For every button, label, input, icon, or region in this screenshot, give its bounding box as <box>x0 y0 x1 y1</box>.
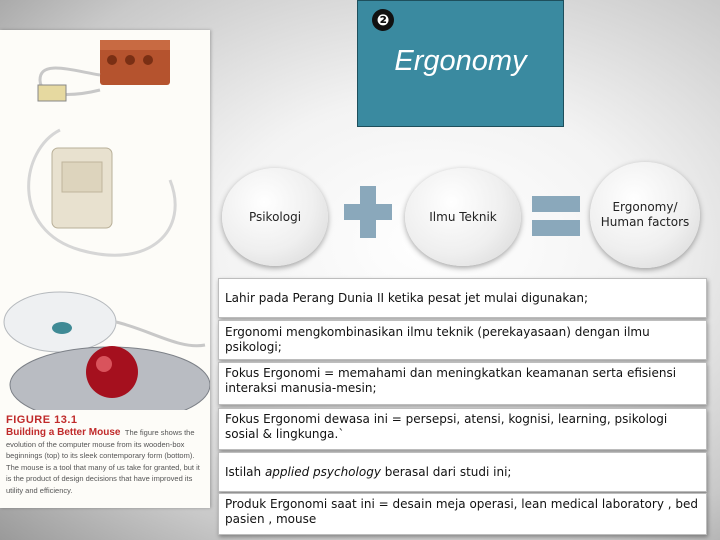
bullet-text-1: Lahir pada Perang Dunia II ketika pesat jet mulai digunakan; <box>225 290 589 305</box>
bullet-item-3 <box>218 362 707 405</box>
bullet-text-4: Fokus Ergonomi dewasa ini = persepsi, atensi, kognisi, learning, psikologi sosial & lingkunga.` <box>225 412 668 441</box>
bullet-item-5 <box>218 452 707 492</box>
circle-ilmu-teknik-label: Ilmu Teknik <box>429 210 497 224</box>
circle-ergonomy <box>590 162 700 268</box>
equals-icon <box>532 196 580 212</box>
slide-number-badge: ❷ <box>372 9 394 31</box>
title-box <box>357 0 564 127</box>
figure-number: FIGURE 13.1 <box>6 414 78 426</box>
figure-title: Building a Better Mouse <box>6 427 121 438</box>
circle-psikologi-label: Psikologi <box>248 210 302 224</box>
bullet-text-3: Fokus Ergonomi = memahami dan meningkatkan keamanan serta efisiensi interaksi manusia-mesin; <box>225 366 677 395</box>
circle-psikologi <box>222 168 328 266</box>
mouse-evolution-illustration <box>0 30 210 410</box>
bullet-text-6: Produk Ergonomi saat ini = desain meja operasi, lean medical laboratory , bed pasien , mouse <box>225 497 698 526</box>
circle-ilmu-teknik <box>405 168 521 266</box>
figure-13-1-panel <box>0 30 210 508</box>
page-title: Ergonomy <box>394 45 527 77</box>
bullet-5-suffix: berasal dari studi ini; <box>380 464 512 479</box>
plus-icon-bar <box>344 204 392 220</box>
bullet-item-1 <box>218 278 707 318</box>
bullet-5-prefix: Istilah <box>225 464 265 479</box>
figure-caption <box>6 414 206 495</box>
circle-ergonomy-label: Ergonomy/ Human factors <box>600 200 690 229</box>
bullet-item-2 <box>218 320 707 360</box>
bullet-item-6 <box>218 493 707 535</box>
bullet-5-italic: applied psychology <box>264 464 381 479</box>
optical-mouse-icon <box>4 292 116 352</box>
bullet-text-5 <box>225 465 511 480</box>
equals-icon-bar <box>532 220 580 236</box>
figure-description <box>6 426 206 495</box>
figure-caption-text: The figure shows the evolution of the computer mouse from its wooden-box beginnings (top) to its sleek contemporary form (bottom). The mouse is a tool that many of us take for granted, but it is the product of design decisions that have improved its utility and efficiency. <box>6 428 200 495</box>
bullet-item-4 <box>218 408 707 450</box>
bullet-text-2: Ergonomi mengkombinasikan ilmu teknik (perekayasaan) dengan ilmu psikologi; <box>225 325 650 354</box>
